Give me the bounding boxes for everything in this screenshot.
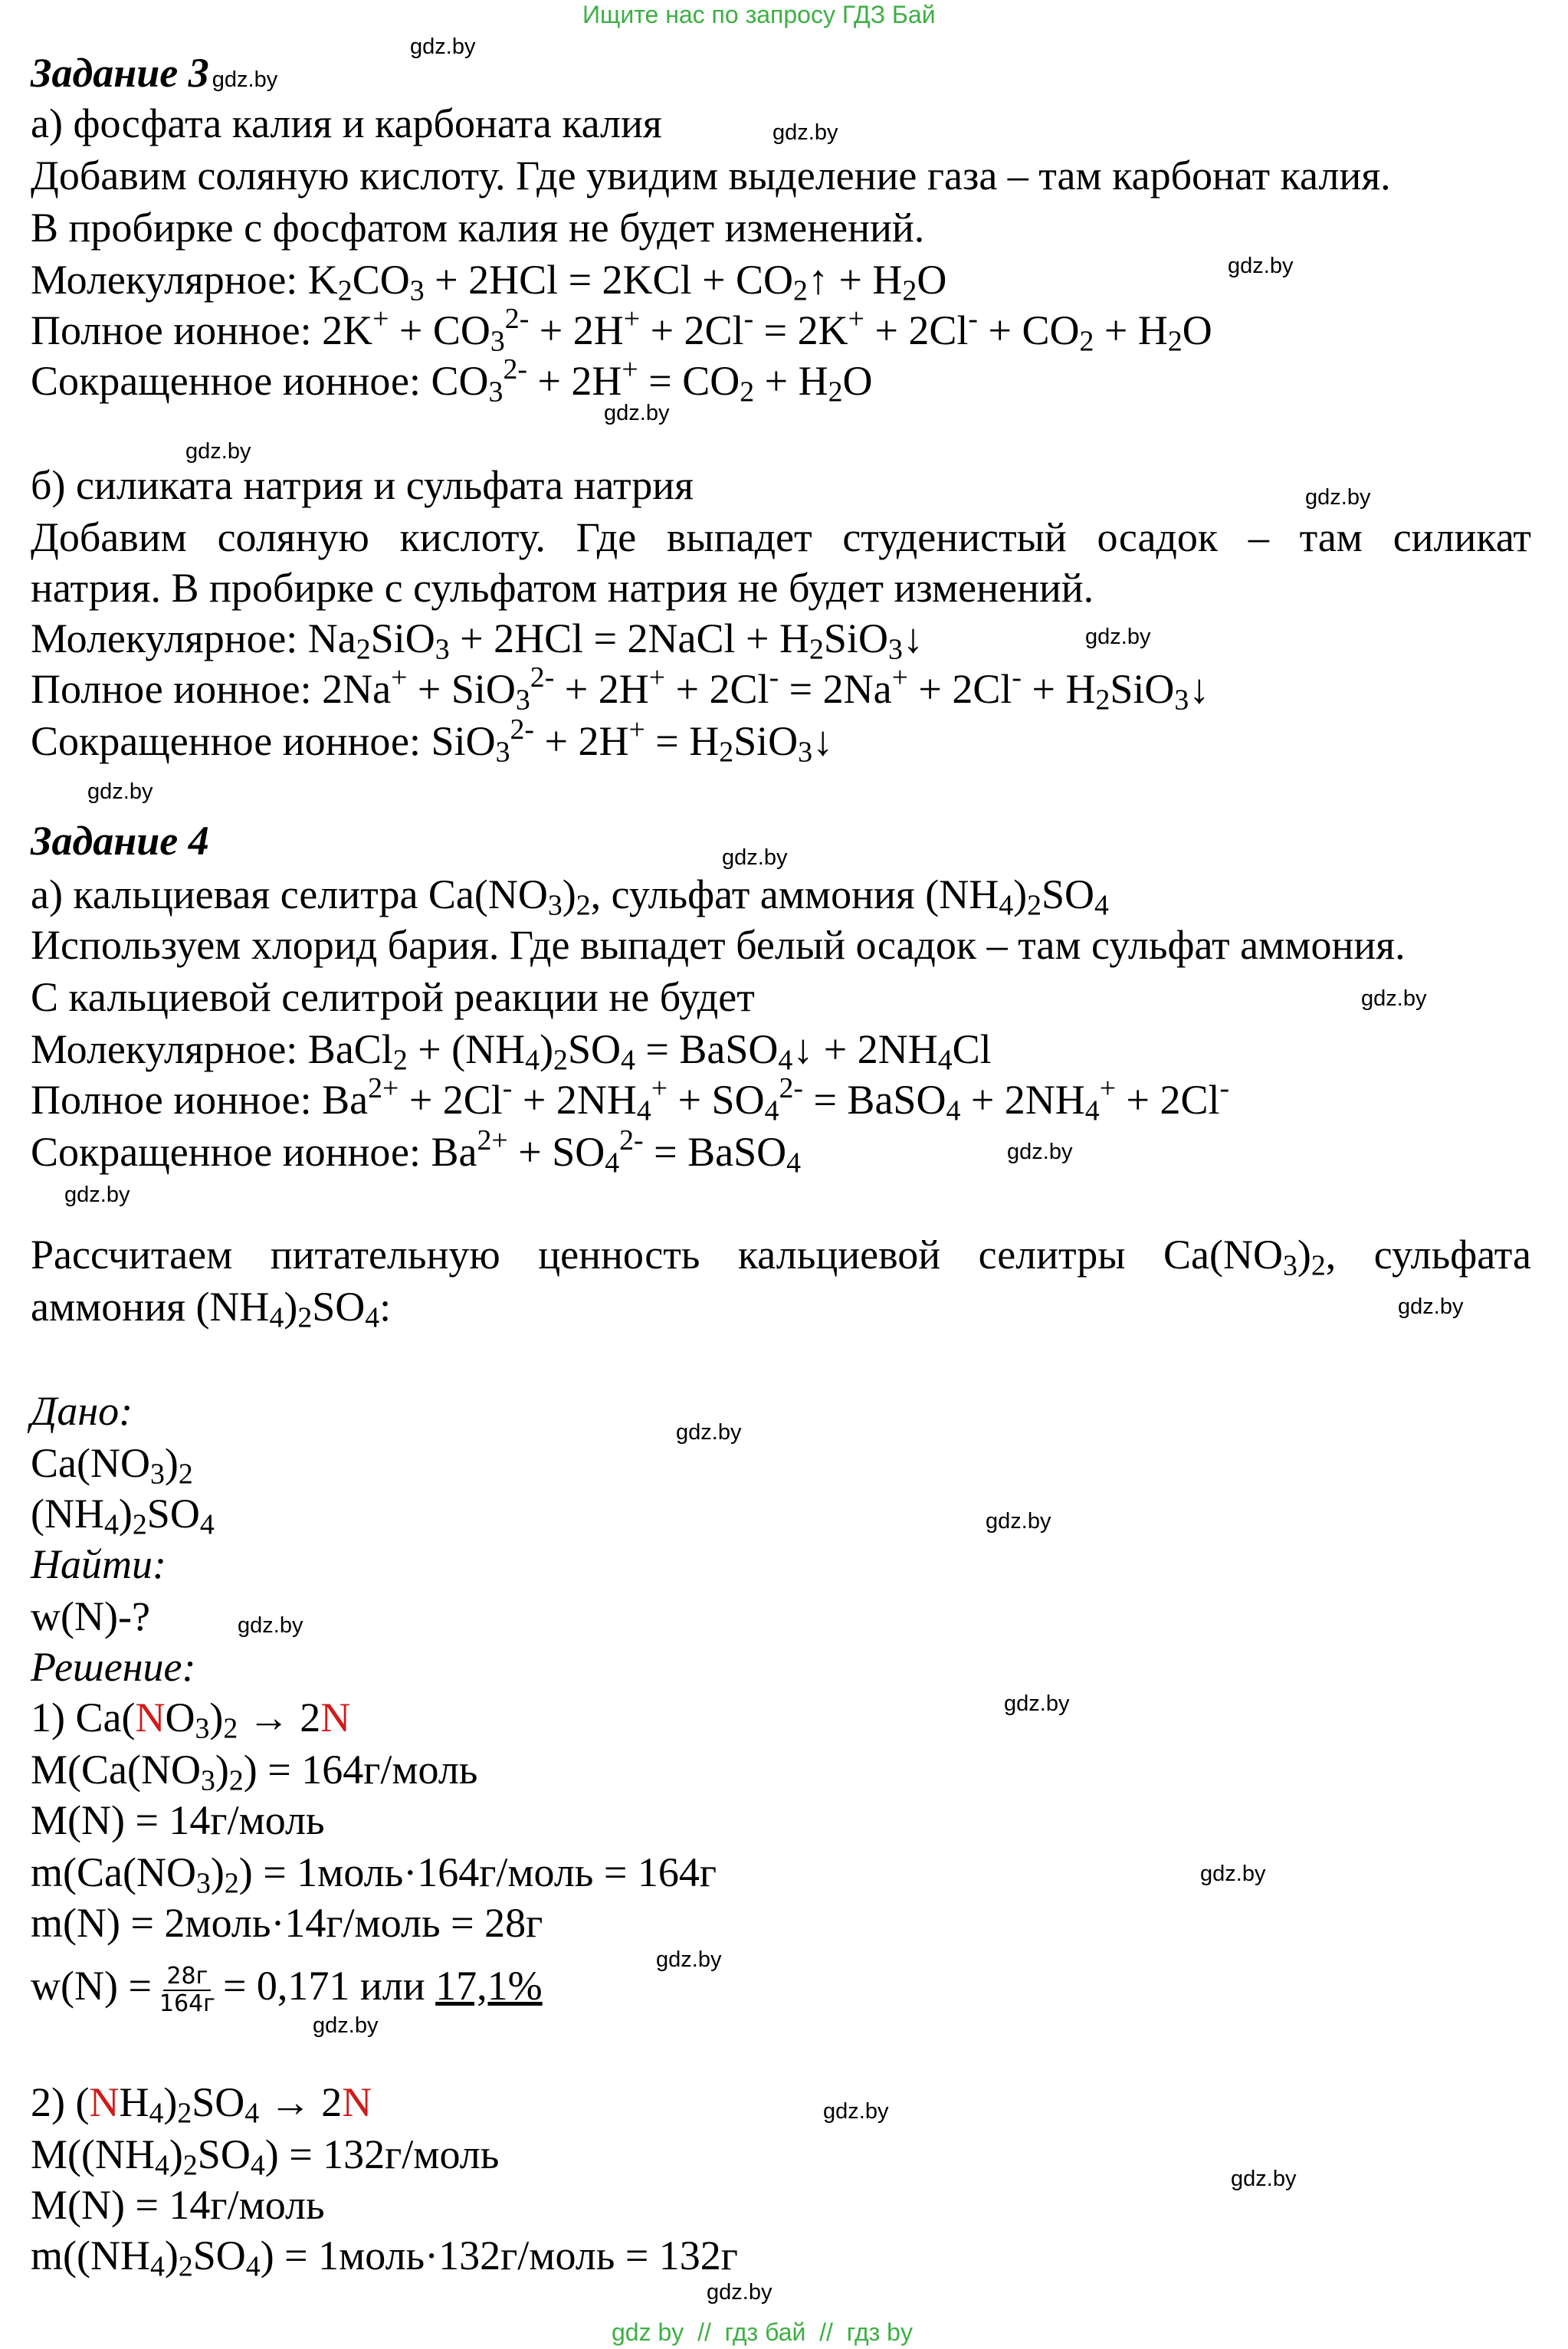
task3-b-heading: б) силиката натрия и сульфата натрия: [31, 462, 694, 508]
text: w(N) =: [31, 1963, 152, 2009]
task4-short-ionic: Сокращенное ионное: $Ba^{2+} + SO_4^{2-}$ = BaSO$_4$: [31, 1124, 802, 1179]
step1-mass-fraction: [31, 1960, 543, 2017]
step1-mass-n: m(N) = 2моль·14г/моль = 28г: [31, 1900, 543, 1946]
text: m(Ca(NO: [31, 1849, 196, 1895]
watermark: gdz.by: [1361, 986, 1427, 1011]
answer-value: 17,1%: [435, 1963, 543, 2009]
nitrogen-symbol: N: [342, 2079, 372, 2125]
text: m((NH: [31, 2233, 150, 2278]
watermark: gdz.by: [773, 120, 838, 145]
step2-molar-mass: $M((NH_4)_2SO_4)$ = 132г/моль: [31, 2131, 500, 2182]
find-label: Найти:: [31, 1541, 166, 1587]
task3-b-line1: [31, 512, 1531, 563]
watermark: gdz.by: [707, 2280, 773, 2305]
watermark: gdz.by: [676, 1420, 742, 1445]
solution-label: Решение:: [31, 1644, 196, 1690]
task4-a-heading: а) кальциевая селитра $Ca(NO_3)_2$, сульфат аммония $(NH_4)_2SO_4$: [31, 871, 1109, 922]
watermark: gdz.by: [604, 401, 670, 425]
label: Молекулярное:: [31, 1026, 298, 1072]
text: = 0,171 или: [222, 1963, 425, 2009]
text: а) кальциевая селитра: [31, 871, 428, 917]
watermark: gdz.by: [185, 439, 251, 464]
solution-step1-scheme: 1) $Ca(NO_3)_2 \to 2N$: [31, 1694, 351, 1745]
step1-molar-mass: $M(Ca(NO_3)_2)$ = 164г/моль: [31, 1747, 478, 1797]
fraction-numerator: 28г: [163, 1964, 211, 1991]
step2-molar-mass-n: M(N) = 14г/моль: [31, 2182, 325, 2228]
watermark: gdz.by: [722, 845, 788, 870]
step2-mass-compound: $m((NH_4)_2SO_4)$ = 1моль·132г/моль = 132г: [31, 2233, 738, 2283]
text: ) = 132г/моль: [264, 2131, 500, 2177]
task3-title: [31, 48, 277, 98]
task3-title-text: Задание 3: [31, 50, 209, 96]
text: Рассчитаем питательную ценность кальциевой селитры Ca(NO: [31, 1232, 1283, 1278]
label: Полное ионное:: [31, 1077, 312, 1123]
text: ) = 1моль·164г/моль = 164г: [238, 1849, 717, 1895]
nitrogen-symbol: N: [320, 1694, 351, 1740]
text: , сульфат аммония: [590, 871, 926, 917]
task3-b-full-ionic: Полное ионное: $2Na^+ + SiO_3^{2-} + 2H^+ + 2Cl^- = 2Na^+ + 2Cl^- + H_2SiO_3↓$: [31, 661, 1210, 717]
watermark: gdz.by: [212, 67, 278, 92]
watermark: gdz.by: [410, 34, 476, 59]
text: Рассчитаем питательную ценность кальциевой селитры $Ca(NO_3)_2$, сульфата: [31, 1232, 1531, 1282]
task3-b-molecular: Молекулярное: $Na_2SiO_3 + 2HCl$ = 2NaCl + $H_2SiO_3↓$: [31, 615, 923, 666]
given-compound-1: $Ca(NO_3)_2$: [31, 1440, 193, 1491]
fraction-denominator: 164г: [159, 1990, 215, 2017]
label: Полное ионное:: [31, 307, 312, 353]
watermark: gdz.by: [1085, 625, 1151, 649]
step1-mass-compound: $m(Ca(NO_3)_2)$ = 1моль·164г/моль = 164г: [31, 1849, 717, 1900]
task3-a-line2: В пробирке с фосфатом калия не будет изменений.: [31, 205, 925, 251]
watermark: gdz.by: [1305, 485, 1371, 510]
task3-b-short-ionic: Сокращенное ионное: $SiO_3^{2-} + 2H^+ = H_2SiO_3↓$: [31, 714, 834, 769]
label: Молекулярное:: [31, 257, 298, 303]
find-value: w(N)-?: [31, 1593, 150, 1639]
label: Сокращенное ионное:: [31, 718, 422, 764]
watermark: gdz.by: [656, 1947, 722, 1972]
watermark: gdz.by: [1200, 1862, 1266, 1886]
watermark: gdz.by: [87, 779, 153, 804]
text: M((NH: [31, 2131, 155, 2177]
task3-a-heading: а) фосфата калия и карбоната калия: [31, 100, 662, 146]
text: аммония (NH: [31, 1284, 270, 1330]
task3-a-short-ionic: Сокращенное ионное: $CO_3^{2-} + 2H^+ = CO_2 + H_2O$: [31, 353, 873, 408]
task4-line1: Используем хлорид бария. Где выпадет белый осадок – там сульфат аммония.: [31, 922, 1406, 968]
text: ) = 1моль·132г/моль = 132г: [260, 2233, 738, 2278]
fraction: [156, 1964, 218, 2017]
task4-line2: С кальциевой селитрой реакции не будет: [31, 974, 755, 1020]
given-label: Дано:: [31, 1388, 133, 1434]
watermark: gdz.by: [1398, 1294, 1464, 1319]
text: M(Ca(NO: [31, 1747, 201, 1793]
solution-step2-scheme: 2) $(NH_4)_2SO_4 \to 2N$: [31, 2079, 372, 2130]
task4-title: Задание 4: [31, 818, 209, 864]
task4-molecular: Молекулярное: BaCl$_2$ + $(NH_4)_2SO_4$ = BaSO$_4$↓ + $2NH_4Cl$: [31, 1026, 992, 1077]
watermark: gdz.by: [1004, 1691, 1070, 1716]
watermark: gdz.by: [986, 1509, 1051, 1534]
watermark: gdz.by: [1228, 254, 1294, 278]
task4-full-ionic: Полное ионное: $Ba^{2+} + 2Cl^- + 2NH_4^+ + SO_4^{2-}$ = BaSO$_4$ + $2NH_4^+ + 2Cl^-$: [31, 1072, 1230, 1127]
task4-calc-intro-line1: [31, 1229, 1531, 1280]
watermark: gdz.by: [823, 2099, 889, 2124]
top-banner[interactable]: Ищите нас по запросу ГДЗ Бай: [582, 1, 936, 28]
watermark: gdz.by: [1231, 2167, 1297, 2191]
nitrogen-symbol: N: [135, 1694, 166, 1740]
task4-calc-intro-line2: аммония $(NH_4)_2SO_4$:: [31, 1284, 392, 1334]
label: Полное ионное:: [31, 666, 312, 712]
watermark: gdz.by: [64, 1183, 130, 1207]
step1-molar-mass-n: M(N) = 14г/моль: [31, 1797, 325, 1843]
watermark: gdz.by: [313, 2013, 379, 2038]
task3-b-line2: натрия. В пробирке с сульфатом натрия не будет изменений.: [31, 565, 1094, 611]
label: Сокращенное ионное:: [31, 1129, 422, 1175]
task3-a-line1: Добавим соляную кислоту. Где увидим выделение газа – там карбонат калия.: [31, 153, 1391, 198]
text: ) = 164г/моль: [243, 1747, 478, 1793]
label: Сокращенное ионное:: [31, 358, 422, 404]
watermark: gdz.by: [238, 1613, 303, 1638]
task3-a-full-ionic: Полное ионное: $2K^+ + CO_3^{2-} + 2H^+ + 2Cl^- = 2K^+ + 2Cl^- + CO_2 + H_2O$: [31, 303, 1212, 358]
watermark: gdz.by: [1007, 1140, 1073, 1164]
footer-links[interactable]: gdz by // гдз бай // гдз by: [612, 2318, 913, 2346]
text: Добавим соляную кислоту. Где выпадет студенистый осадок – там силикат: [31, 514, 1531, 560]
given-compound-2: $(NH_4)_2SO_4$: [31, 1491, 215, 1541]
label: Молекулярное:: [31, 615, 298, 661]
task3-a-molecular: Молекулярное: $K_2CO_3 + 2HCl = 2KCl$ + $CO_2↑ + H_2O$: [31, 257, 947, 307]
nitrogen-symbol: N: [89, 2079, 120, 2125]
